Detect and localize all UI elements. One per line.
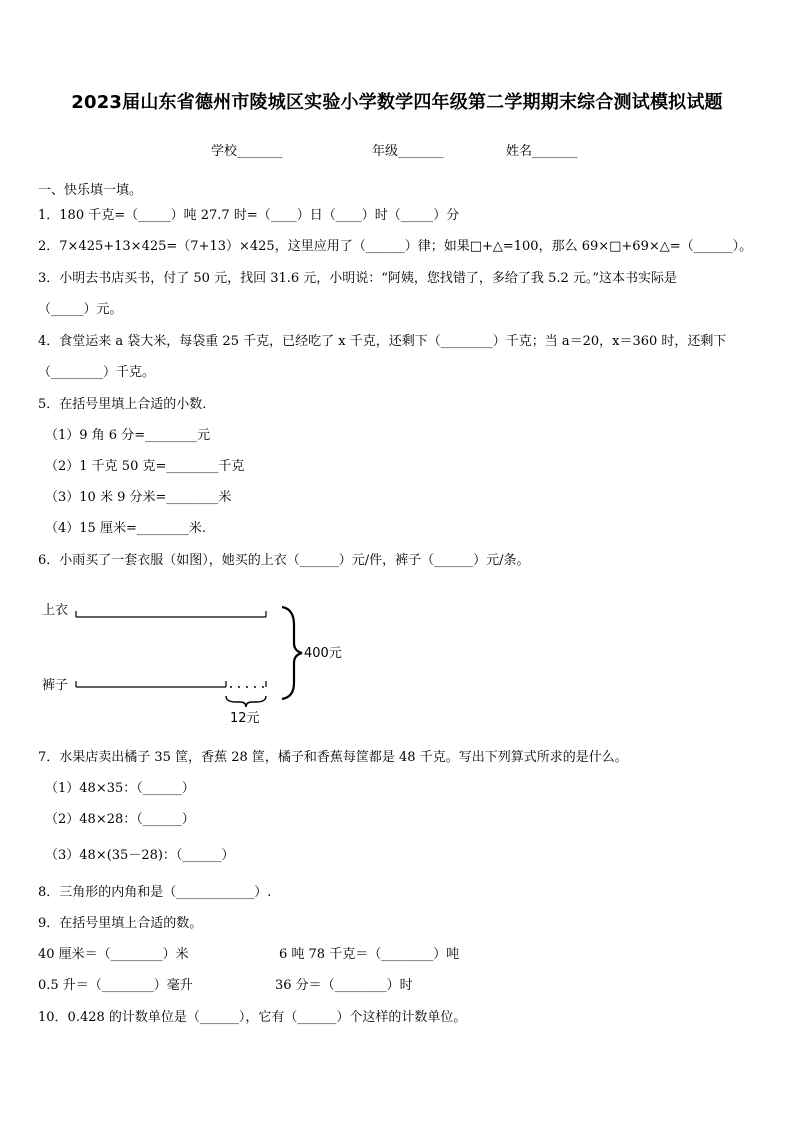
label-jacket: 上衣 [42, 603, 69, 618]
total-label: 400元 [304, 646, 342, 661]
question-4-line-2: （________）千克。 [38, 365, 156, 380]
total-brace [282, 607, 302, 699]
grade-field[interactable]: 年级_______ [372, 144, 444, 159]
question-7-item: （2）48×28：（______） [45, 812, 195, 827]
question-5-item: （3）10 米 9 分米=________米 [45, 490, 232, 505]
question-9-row-1-right: 6 吨 78 千克＝（________）吨 [279, 947, 460, 962]
question-7-item: （1）48×35：（______） [45, 781, 195, 796]
question-5: 5．在括号里填上合适的小数． [38, 397, 216, 412]
question-2: 2．7×425+13×425=（7+13）×425，这里应用了（______）律；如果□+△=100，那么 69×□+69×△=（______）。 [38, 239, 753, 254]
question-9: 9．在括号里填上合适的数。 [38, 916, 203, 931]
question-8: 8．三角形的内角和是（____________）. [38, 885, 272, 900]
question-5-item: （4）15 厘米=________米. [45, 521, 206, 536]
question-4-line-1: 4．食堂运来 a 袋大米，每袋重 25 千克，已经吃了 x 千克，还剩下（________）千克；当 a＝20，x＝360 时，还剩下 [38, 334, 727, 349]
question-6: 6．小雨买了一套衣服（如图），她买的上衣（______）元/件，裤子（______）元/条。 [38, 553, 530, 568]
question-9-row-1-left: 40 厘米＝（________）米 [38, 947, 189, 962]
question-5-item: （1）9 角 6 分=________元 [45, 428, 211, 443]
question-1: 1．180 千克=（_____）吨 27.7 时=（____）日（____）时（_____）分 [38, 208, 460, 223]
question-9-row-2-right: 36 分＝（________）时 [275, 978, 413, 993]
difference-label: 12元 [230, 711, 260, 726]
question-7: 7．水果店卖出橘子 35 筐，香蕉 28 筐，橘子和香蕉每筐都是 48 千克。写出下列算式所求的是什么。 [38, 750, 628, 765]
section-heading: 一、快乐填一填。 [38, 183, 143, 198]
clothing-line-diagram [38, 595, 358, 735]
exam-title: 2023届山东省德州市陵城区实验小学数学四年级第二学期期末综合测试模拟试题 [71, 92, 723, 113]
school-field[interactable]: 学校_______ [211, 144, 283, 159]
difference-brace [226, 696, 266, 707]
question-10: 10．0.428 的计数单位是（______），它有（______）个这样的计数单位。 [38, 1010, 467, 1025]
question-5-item: （2）1 千克 50 克=________千克 [45, 459, 245, 474]
question-3-line-1: 3．小明去书店买书，付了 50 元，找回 31.6 元，小明说：“阿姨，您找错了，多给了我 5.2 元。”这本书实际是 [38, 271, 678, 286]
question-7-item: （3）48×(35－28)：（______） [45, 848, 235, 863]
label-pants: 裤子 [42, 678, 69, 693]
name-field[interactable]: 姓名_______ [506, 144, 578, 159]
question-3-line-2: （_____）元。 [38, 302, 123, 317]
question-9-row-2-left: 0.5 升＝（________）毫升 [38, 978, 193, 993]
